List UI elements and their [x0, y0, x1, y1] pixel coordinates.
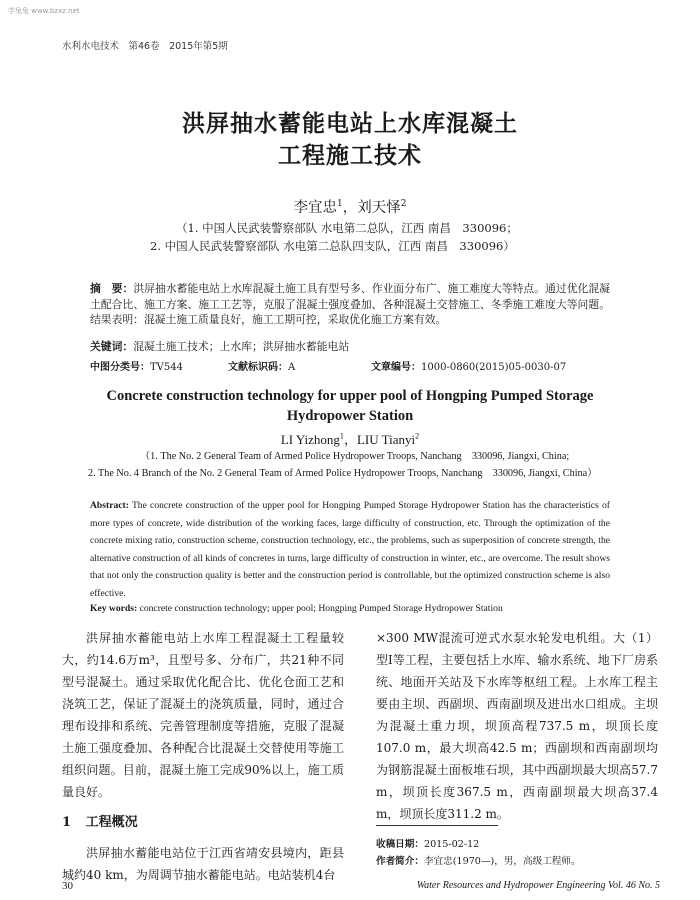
abstract-label: 摘 要： — [90, 282, 134, 295]
received-date — [376, 836, 479, 850]
english-affiliation-2: 2. The No. 4 Branch of the No. 2 General Team of Armed Police Hydropower Troops, Nanchang 330096, Jiangxi, China） — [88, 468, 598, 479]
author-1: 李宜忠 — [293, 200, 338, 216]
abstract-en — [90, 497, 610, 602]
en-abstract-label: Abstract: — [90, 500, 129, 511]
author-1-sup: 1 — [337, 199, 343, 210]
doccode-label: 文献标识码： — [228, 362, 288, 373]
author-bio-value: 李宜忠(1970—)，男，高级工程师。 — [423, 856, 581, 867]
article-number — [371, 358, 566, 373]
body-left-column — [62, 627, 344, 886]
clc-value: TV544 — [150, 362, 183, 373]
received-label: 收稿日期： — [376, 839, 424, 850]
article-no-label: 文章编号： — [371, 362, 421, 373]
body-paragraph: 洪屏抽水蓄能电站位于江西省靖安县境内，距县城约40 km，为周调节抽水蓄能电站。电站装机4台 — [62, 846, 344, 882]
article-no-value: 1000-0860(2015)05-0030-07 — [421, 362, 567, 373]
abstract-text: 洪屏抽水蓄能电站上水库混凝土施工具有型号多、作业面分布广、施工难度大等特点。通过优化混凝土配合比、施工方案、施工工艺等，克服了混凝土强度叠加、各种混凝土交替施工、冬季施工难度大等问题。结果表明：混凝土施工质量良好，施工工期可控，采取优化施工方案有效。 — [90, 282, 611, 327]
english-authors — [0, 429, 700, 448]
en-author-1: LI Yizhong — [280, 432, 340, 447]
en-author-1-sup: 1 — [339, 431, 344, 441]
body-paragraph: 洪屏抽水蓄能电站上水库工程混凝土工程量较大，约14.6万m³，且型号多、分布广，共21种不同型号混凝土。通过采取优化配合比、优化仓面工艺和浇筑工艺，保证了混凝土的浇筑质量，同时，通过合理布设排和系统、完善管理制度等措施，克服了混凝土施工强度叠加、各种配合比混凝土交替使用等施工组织问题。目前，混凝土施工完成90%以上，施工质量良好。 — [62, 631, 344, 799]
abstract-cn — [90, 281, 610, 328]
keywords-cn — [90, 339, 610, 355]
section-number: 1 — [62, 815, 72, 830]
section-title: 工程概况 — [85, 815, 138, 830]
author-2: 刘天怿 — [357, 200, 401, 216]
document-code — [228, 358, 295, 373]
journal-footer: Water Resources and Hydropower Engineering Vol. 46 No. 5 — [416, 880, 660, 891]
keywords-label: 关键词： — [90, 340, 134, 353]
keywords-text: 混凝土施工技术；上水库；洪屏抽水蓄能电站 — [133, 340, 350, 353]
body-right-column — [376, 627, 658, 825]
english-title-line-1: Concrete construction technology for upper pool of Hongping Pumped Storage — [106, 388, 594, 404]
clc-label: 中图分类号： — [90, 362, 150, 373]
en-author-2: LIU Tianyi — [356, 432, 416, 447]
english-title-line-2: Hydropower Station — [286, 408, 414, 424]
title-line-1: 洪屏抽水蓄能电站上水库混凝土 — [182, 110, 518, 137]
en-author-2-sup: 2 — [415, 431, 420, 441]
en-keywords-text: concrete construction technology; upper pool; Hongping Pumped Storage Hydropower Station — [139, 603, 503, 614]
affiliation-2: 2. 中国人民武装警察部队 水电第二总队四支队，江西 南昌 330096） — [150, 239, 515, 253]
title-line-2: 工程施工技术 — [278, 142, 422, 169]
en-author-separator: ， — [343, 432, 357, 447]
english-affiliation-1: （1. The No. 2 General Team of Armed Police Hydropower Troops, Nanchang 330096, Jiangxi, China; — [140, 451, 570, 462]
section-heading — [62, 812, 344, 834]
body-paragraph: ×300 MW混流可逆式水泵水轮发电机组。大（1）型Ⅰ等工程，主要包括上水库、输水系统、地下厂房系统、地面开关站及下水库等枢纽工程。上水库工程主要由主坝、西副坝、西南副坝及进出水口组成。主坝为混凝土重力坝，坝顶高程737.5 m，坝顶长度107.0 m，最大坝高42.5 m；西副坝和西南副坝均为钢筋混凝土面板堆石坝，其中西副坝最大坝高57.7 m，坝顶长度367.5 m，西南副坝最大坝高37.4 m，坝顶长度311.2 m。 — [376, 631, 658, 821]
watermark: 学兔兔 www.bzxz.net — [8, 7, 80, 15]
page-number: 30 — [62, 880, 73, 892]
running-header: 水利水电技术 第46卷 2015年第5期 — [62, 41, 228, 52]
received-value: 2015-02-12 — [423, 839, 480, 850]
en-abstract-text: The concrete construction of the upper pool for Hongping Pumped Storage Hydropower Station has the characteristics of more types of concrete, wide distribution of the working faces, large difficulty of construction, etc. Through the optimization of the concrete mixing ratio, construction scheme, construction technology, etc., the problems, such as superposition of concrete strength, the alternative construction of all kinds of concretes in turns, large difficulty of construction in winter, etc., are overcome. The result shows that not only the construction quality is better and the construction period is controllable, but the optimized construction scheme is also effective. — [90, 500, 610, 599]
footnote-rule — [376, 825, 498, 826]
clc-number — [90, 358, 183, 373]
author-2-sup: 2 — [400, 199, 407, 210]
en-keywords-label: Key words: — [90, 603, 138, 614]
keywords-en — [90, 603, 610, 614]
author-bio-label: 作者简介： — [376, 856, 424, 867]
author-separator: ， — [342, 200, 358, 216]
authors — [0, 196, 700, 217]
doccode-value: A — [288, 362, 296, 373]
affiliation-1: （1. 中国人民武装警察部队 水电第二总队，江西 南昌 330096； — [176, 221, 518, 235]
author-bio — [376, 853, 581, 867]
